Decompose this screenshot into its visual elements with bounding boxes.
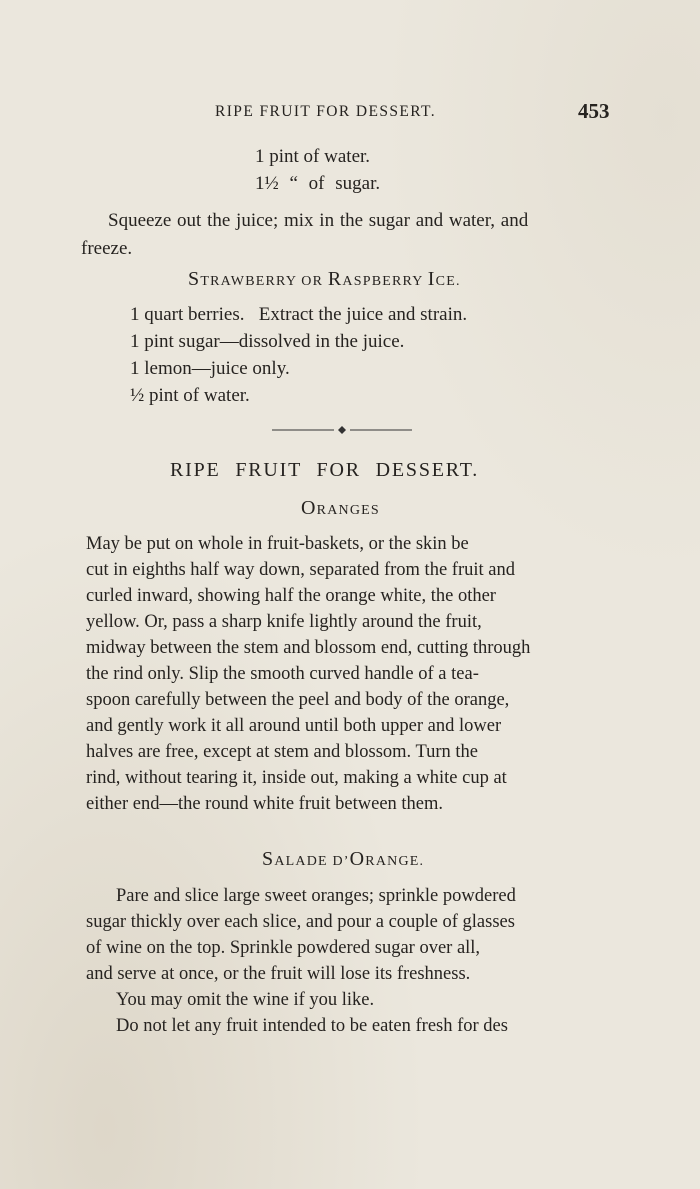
recipe-title-strawberry-ice: STRAWBERRY OR RASPBERRY ICE.: [188, 268, 461, 290]
directions-line: freeze.: [81, 238, 133, 259]
salade-paragraph: [86, 883, 613, 1039]
directions-line: Squeeze out the juice; mix in the sugar and water, and: [108, 210, 529, 231]
text-line: halves are free, except at stem and blossom. Turn the: [86, 742, 478, 762]
text-line: either end—the round white fruit between them.: [86, 794, 444, 814]
text-line: curled inward, showing half the orange white, the other: [86, 586, 496, 606]
subtitle-oranges: ORANGES: [301, 497, 380, 519]
text-line: and gently work it all around until both upper and lower: [86, 716, 502, 736]
text-line: and serve at once, or the fruit will lose its freshness.: [86, 964, 471, 984]
text-line: rind, without tearing it, inside out, making a white cup at: [86, 768, 507, 788]
text-line: midway between the stem and blossom end, cutting through: [86, 638, 531, 658]
ingredient-line: ½ pint of water.: [130, 385, 250, 406]
ingredient-line: 1 pint sugar—dissolved in the juice.: [130, 331, 405, 352]
text-line: sugar thickly over each slice, and pour a couple of glasses: [86, 912, 515, 932]
text-line: Pare and slice large sweet oranges; sprinkle powdered: [116, 886, 516, 906]
text-line: cut in eighths half way down, separated from the fruit and: [86, 560, 515, 580]
ornament-divider: [272, 423, 412, 437]
section-title: RIPE FRUIT FOR DESSERT.: [170, 459, 480, 481]
text-line: spoon carefully between the peel and body of the orange,: [86, 690, 510, 710]
text-line: Do not let any fruit intended to be eaten fresh for des: [116, 1016, 508, 1036]
ingredient-line: 1 lemon—juice only.: [130, 358, 290, 379]
ingredient-line: 1 quart berries. Extract the juice and strain.: [130, 304, 468, 325]
oranges-paragraph: [86, 531, 613, 817]
page-number: 453: [578, 99, 610, 123]
text-line: May be put on whole in fruit-baskets, or the skin be: [86, 534, 469, 554]
text-line: the rind only. Slip the smooth curved handle of a tea-: [86, 664, 479, 684]
text-line: yellow. Or, pass a sharp knife lightly around the fruit,: [86, 612, 482, 632]
ingredient-line: 1 pint of water.: [255, 146, 371, 167]
ingredient-line: 1½ “ of sugar.: [255, 173, 381, 194]
text-line: of wine on the top. Sprinkle powdered sugar over all,: [86, 938, 481, 958]
running-head: RIPE FRUIT FOR DESSERT.: [215, 103, 437, 120]
text-line: You may omit the wine if you like.: [116, 990, 375, 1010]
recipe-title-salade: SALADE D’ORANGE.: [262, 848, 425, 870]
